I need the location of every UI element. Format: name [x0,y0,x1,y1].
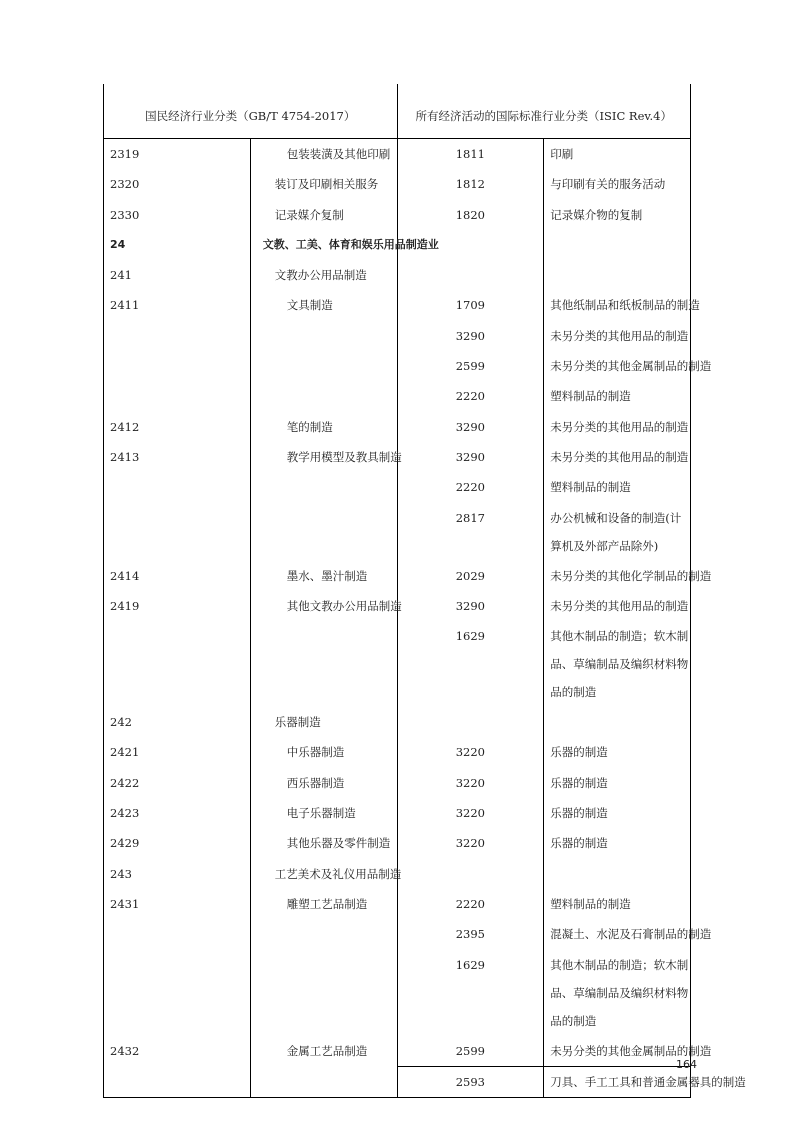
gbt-code: 2432 [104,1036,251,1067]
gbt-name [250,351,397,381]
table-row [104,290,691,320]
gbt-name [250,321,397,351]
isic-desc: 塑料制品的制造 [544,472,691,502]
isic-desc [544,707,691,737]
classification-table [103,84,746,1098]
isic-code: 2593 [397,1066,544,1097]
gbt-code [104,351,251,381]
gbt-name: 金属工艺品制造 [250,1036,397,1067]
isic-desc: 办公机械和设备的制造(计算机及外部产品除外) [544,503,691,561]
gbt-name [250,950,397,1036]
isic-code: 3220 [397,768,544,798]
gbt-code: 2429 [104,828,251,858]
table-row [104,442,691,472]
gbt-code: 2411 [104,290,251,320]
gbt-name: 工艺美术及礼仪用品制造 [250,859,397,889]
gbt-name: 西乐器制造 [250,768,397,798]
gbt-name: 中乐器制造 [250,737,397,767]
isic-desc: 其他木制品的制造；软木制品、草编制品及编织材料物品的制造 [544,621,691,707]
gbt-name: 其他文教办公用品制造 [250,591,397,621]
isic-desc: 未另分类的其他化学制品的制造 [544,561,691,591]
gbt-name: 包装装潢及其他印刷 [250,139,397,170]
gbt-code: 241 [104,260,251,290]
isic-desc: 未另分类的其他用品的制造 [544,591,691,621]
isic-code: 3220 [397,798,544,828]
gbt-code: 2431 [104,889,251,919]
isic-code: 2220 [397,381,544,411]
table-row [104,503,691,561]
isic-desc [544,230,691,260]
gbt-code [104,1066,251,1097]
isic-desc: 未另分类的其他用品的制造 [544,442,691,472]
gbt-name [250,621,397,707]
table-row [104,321,691,351]
isic-desc: 乐器的制造 [544,737,691,767]
table-row [104,139,691,170]
isic-code: 3220 [397,828,544,858]
table-row [104,200,691,230]
gbt-code [104,381,251,411]
gbt-name: 文教办公用品制造 [250,260,397,290]
gbt-code [104,919,251,949]
isic-desc: 乐器的制造 [544,828,691,858]
isic-code: 2817 [397,503,544,561]
isic-code: 2220 [397,472,544,502]
gbt-name [250,381,397,411]
isic-code: 3290 [397,442,544,472]
gbt-code: 2423 [104,798,251,828]
isic-desc: 刀具、手工工具和普通金属器具的制造 [544,1066,691,1097]
gbt-code: 2320 [104,169,251,199]
gbt-code: 2414 [104,561,251,591]
isic-code: 1709 [397,290,544,320]
isic-code: 1820 [397,200,544,230]
gbt-code: 2319 [104,139,251,170]
isic-code: 3290 [397,591,544,621]
gbt-name: 记录媒介复制 [250,200,397,230]
gbt-name: 电子乐器制造 [250,798,397,828]
gbt-code: 2412 [104,412,251,442]
isic-code: 3290 [397,412,544,442]
table-row [104,1066,691,1097]
isic-desc: 乐器的制造 [544,768,691,798]
isic-code: 1812 [397,169,544,199]
gbt-code [104,472,251,502]
isic-desc: 记录媒介物的复制 [544,200,691,230]
isic-desc: 混凝土、水泥及石膏制品的制造 [544,919,691,949]
isic-code: 2220 [397,889,544,919]
gbt-code: 2422 [104,768,251,798]
gbt-code [104,321,251,351]
table-row [104,591,691,621]
table-row [104,230,691,260]
table-row [104,169,691,199]
gbt-code [104,503,251,561]
isic-desc [544,260,691,290]
gbt-code: 2330 [104,200,251,230]
table-row [104,859,691,889]
isic-desc: 其他纸制品和纸板制品的制造 [544,290,691,320]
gbt-name [250,472,397,502]
isic-code: 2395 [397,919,544,949]
isic-code [397,707,544,737]
table-row [104,889,691,919]
isic-code: 3290 [397,321,544,351]
gbt-name [250,1066,397,1097]
isic-desc: 印刷 [544,139,691,170]
gbt-name: 笔的制造 [250,412,397,442]
table-row [104,798,691,828]
table-row [104,381,691,411]
header-gbt: 国民经济行业分类（GB/T 4754-2017） [104,84,398,139]
gbt-name: 雕塑工艺品制造 [250,889,397,919]
isic-desc: 与印刷有关的服务活动 [544,169,691,199]
table-row [104,621,691,707]
isic-code: 3220 [397,737,544,767]
gbt-name: 教学用模型及教具制造 [250,442,397,472]
table-row [104,351,691,381]
table-row [104,1036,691,1067]
isic-desc: 未另分类的其他金属制品的制造 [544,1036,691,1067]
gbt-code: 24 [104,230,251,260]
gbt-code: 2419 [104,591,251,621]
gbt-code: 2421 [104,737,251,767]
gbt-code: 242 [104,707,251,737]
table-row [104,768,691,798]
gbt-name [250,919,397,949]
gbt-name: 文具制造 [250,290,397,320]
isic-desc: 未另分类的其他金属制品的制造 [544,351,691,381]
isic-desc [544,859,691,889]
table-row [104,828,691,858]
gbt-name: 装订及印刷相关服务 [250,169,397,199]
isic-code: 1629 [397,621,544,707]
gbt-name: 墨水、墨汁制造 [250,561,397,591]
gbt-code [104,950,251,1036]
gbt-code: 2413 [104,442,251,472]
isic-code [397,260,544,290]
isic-code: 2599 [397,1036,544,1067]
table-row [104,412,691,442]
isic-desc: 塑料制品的制造 [544,889,691,919]
page-number: 164 [676,1058,697,1071]
table-row [104,707,691,737]
isic-desc: 乐器的制造 [544,798,691,828]
gbt-name: 其他乐器及零件制造 [250,828,397,858]
isic-code: 1811 [397,139,544,170]
table-body [104,139,746,1098]
gbt-code [104,621,251,707]
isic-desc: 未另分类的其他用品的制造 [544,321,691,351]
table-row [104,472,691,502]
isic-desc: 塑料制品的制造 [544,381,691,411]
table-row [104,737,691,767]
isic-desc: 其他木制品的制造；软木制品、草编制品及编织材料物品的制造 [544,950,691,1036]
gbt-code: 243 [104,859,251,889]
gbt-name [250,503,397,561]
table-row [104,919,691,949]
table-row [104,260,691,290]
table-row [104,561,691,591]
table-header-row [104,84,691,139]
gbt-name: 文教、工美、体育和娱乐用品制造业 [250,230,397,260]
isic-desc: 未另分类的其他用品的制造 [544,412,691,442]
header-isic: 所有经济活动的国际标准行业分类（ISIC Rev.4） [397,84,691,139]
table-row [104,950,691,1036]
isic-code: 1629 [397,950,544,1036]
isic-code: 2599 [397,351,544,381]
isic-code [397,859,544,889]
gbt-name: 乐器制造 [250,707,397,737]
isic-code: 2029 [397,561,544,591]
